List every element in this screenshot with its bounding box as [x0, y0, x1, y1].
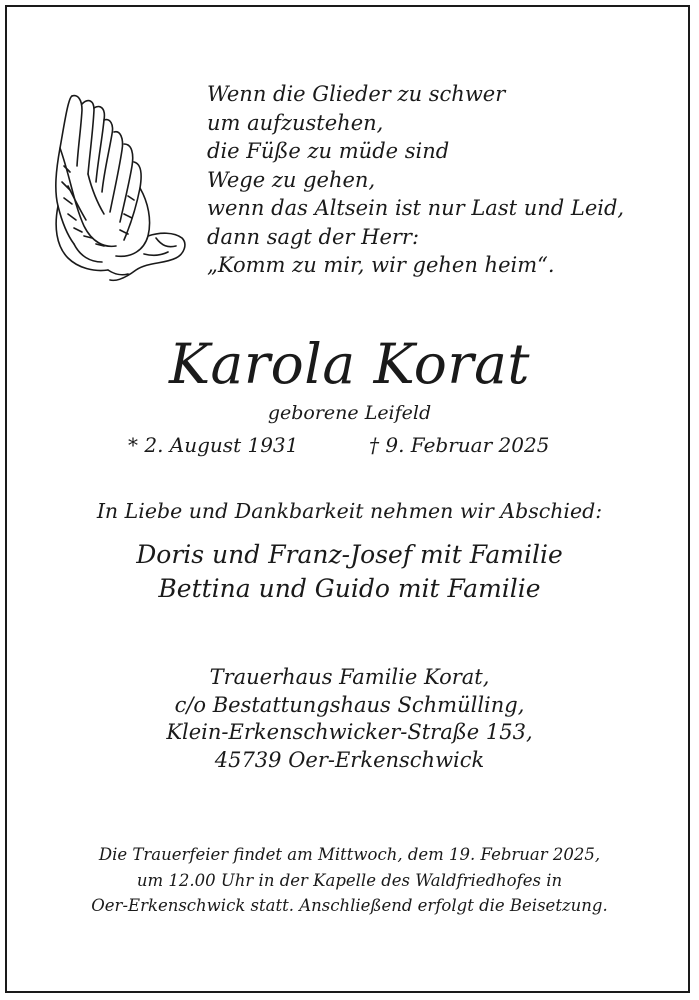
- mourners-list: [0, 538, 699, 606]
- poem-line: Wege zu gehen,: [207, 167, 376, 192]
- funeral-service-info: [0, 842, 699, 919]
- address-line: Klein-Erkenschwicker-Straße 153,: [166, 720, 533, 744]
- birth-name: geborene Leifeld: [267, 402, 432, 424]
- poem-line: wenn das Altsein ist nur Last und Leid,: [207, 196, 625, 220]
- deceased-name: Karola Korat: [168, 332, 531, 396]
- poem-line: die Füße zu müde sind: [207, 139, 450, 163]
- address-line: 45739 Oer-Erkenschwick: [214, 747, 485, 772]
- service-line: Die Trauerfeier findet am Mittwoch, dem 19. Februar 2025,: [98, 845, 601, 864]
- farewell-intro: In Liebe und Dankbarkeit nehmen wir Abschied:: [96, 499, 603, 523]
- poem-line: um aufzustehen,: [207, 110, 384, 135]
- mourning-address: [0, 664, 699, 774]
- poem-line: dann sagt der Herr:: [207, 224, 420, 249]
- praying-hands-icon: [44, 86, 194, 286]
- poem-line: „Komm zu mir, wir gehen heim“.: [207, 253, 555, 277]
- poem-line: Wenn die Glieder zu schwer: [207, 82, 506, 106]
- address-line: c/o Bestattungshaus Schmülling,: [174, 692, 525, 717]
- address-line: Trauerhaus Familie Korat,: [209, 665, 490, 689]
- mourner-line: Doris und Franz-Josef mit Familie: [136, 540, 563, 569]
- service-line: Oer-Erkenschwick statt. Anschließend erfolgt die Beisetzung.: [91, 896, 608, 915]
- mourner-line: Bettina und Guido mit Familie: [158, 574, 541, 603]
- service-line: um 12.00 Uhr in der Kapelle des Waldfriedhofes in: [136, 870, 563, 890]
- poem: [207, 80, 624, 280]
- birth-date: * 2. August 1931: [128, 433, 299, 457]
- death-date: † 9. Februar 2025: [369, 433, 550, 457]
